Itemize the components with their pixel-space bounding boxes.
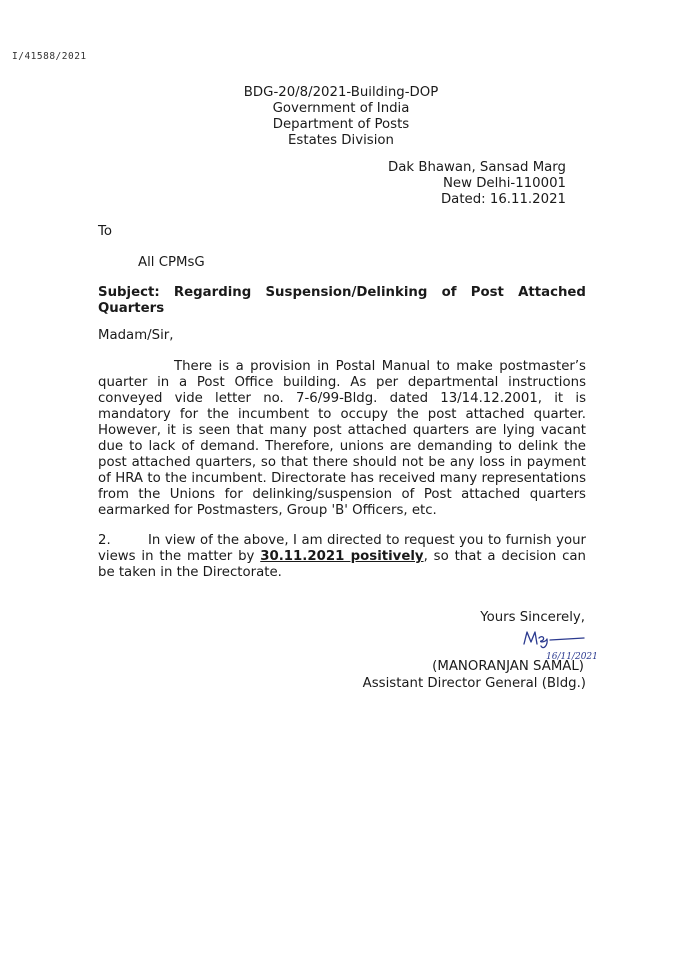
closing-line: Yours Sincerely,	[480, 610, 585, 625]
subject-line-2: Quarters	[98, 301, 165, 316]
address-line-1: Dak Bhawan, Sansad Marg	[388, 160, 566, 175]
addressee: All CPMsG	[138, 255, 205, 270]
deadline-date: 30.11.2021 positively	[260, 549, 424, 564]
address-line-2: New Delhi-110001	[442, 176, 566, 191]
division-line: Estates Division	[288, 133, 394, 148]
file-number: BDG-20/8/2021-Building-DOP	[243, 85, 439, 100]
subject-word: Regarding	[173, 285, 252, 300]
paragraph-2-text-before: In view of the above, I am directed to request you to furnish your views in the matter by	[98, 533, 586, 564]
handwritten-signature	[512, 626, 602, 662]
signatory-title: Assistant Director General (Bldg.)	[362, 676, 586, 691]
page-reference-number: I/41588/2021	[12, 51, 87, 62]
letter-date: Dated: 16.11.2021	[440, 192, 566, 207]
body-paragraph-1: There is a provision in Postal Manual to make postmaster’s quarter in a Post Office building. As per departmental instructions conveyed vide letter no. 7-6/99-Bldg. dated 13/14.12.2001, it is mandatory for the incumbent to occupy the post attached quarter. However, it is seen that many post attached quarters are lying vacant due to lack of demand. Therefore, unions are demanding to delink the post attached quarters, so that there should not be any loss in payment of HRA to the incumbent. Directorate has received many representations from the Unions for delinking/suspension of Post attached quarters earmarked for Postmasters, Group 'B' Officers, etc.	[98, 359, 586, 518]
to-label: To	[98, 224, 112, 239]
sender-address	[388, 160, 566, 208]
subject-line	[98, 285, 586, 317]
salutation: Madam/Sir,	[98, 328, 174, 343]
signature-date: 16/11/2021	[546, 652, 598, 662]
signatory-name: (MANORANJAN SAMAL)	[432, 659, 584, 674]
government-line: Government of India	[272, 101, 410, 116]
subject-word: Attached	[518, 285, 586, 300]
department-line: Department of Posts	[272, 117, 410, 132]
paragraph-number: 2.	[98, 533, 111, 548]
subject-word: Post	[470, 285, 504, 300]
subject-label: Subject:	[98, 285, 160, 300]
body-paragraph-2	[98, 533, 586, 581]
subject-word: Suspension/Delinking	[265, 285, 428, 300]
subject-word: of	[441, 285, 457, 300]
paragraph-2-text-after: , so that a decision can be taken in the Directorate.	[98, 549, 586, 580]
letter-header	[236, 85, 446, 149]
